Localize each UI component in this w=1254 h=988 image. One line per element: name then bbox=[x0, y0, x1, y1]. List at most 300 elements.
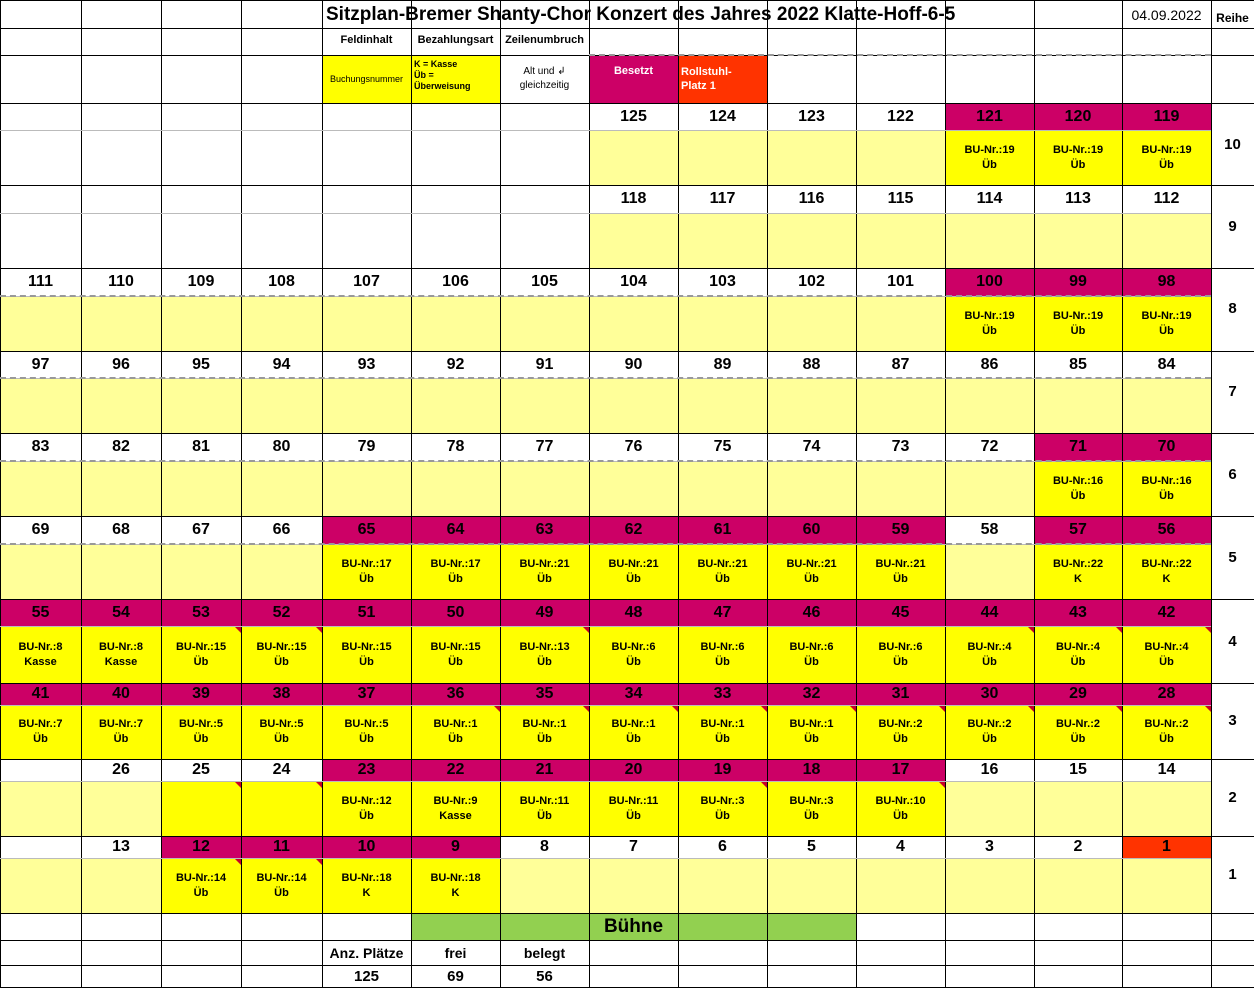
seat-number: 51 bbox=[322, 599, 411, 626]
seat[interactable] bbox=[322, 461, 411, 516]
seat[interactable] bbox=[241, 781, 322, 836]
seat[interactable] bbox=[945, 705, 1034, 759]
seat-number: 74 bbox=[802, 438, 821, 455]
seat-number: 2 bbox=[1073, 838, 1083, 855]
seat-number: 123 bbox=[798, 107, 825, 125]
seat[interactable] bbox=[241, 626, 322, 683]
seat[interactable] bbox=[945, 781, 1034, 836]
seat-number: 86 bbox=[980, 355, 999, 373]
seat-number: 109 bbox=[187, 273, 215, 290]
seat-number: 98 bbox=[1122, 268, 1211, 296]
seat[interactable] bbox=[322, 858, 411, 913]
seat[interactable] bbox=[1122, 858, 1211, 913]
seat[interactable] bbox=[81, 705, 161, 759]
payment-type: Üb bbox=[359, 733, 374, 745]
seat-number: 102 bbox=[798, 273, 825, 290]
seat[interactable] bbox=[767, 858, 856, 913]
seat[interactable] bbox=[161, 858, 241, 913]
booking-number: BU-Nr.:14 bbox=[256, 871, 307, 884]
seat[interactable] bbox=[678, 130, 767, 185]
seat[interactable] bbox=[767, 705, 856, 759]
seat[interactable] bbox=[856, 296, 945, 351]
seat[interactable] bbox=[81, 781, 161, 836]
seat[interactable] bbox=[0, 296, 81, 351]
seat-number: 120 bbox=[1034, 103, 1122, 130]
seat[interactable] bbox=[0, 544, 81, 599]
payment-type: Üb bbox=[715, 572, 730, 585]
seat[interactable] bbox=[500, 781, 589, 836]
seat-number: 62 bbox=[589, 516, 678, 544]
booking-number: BU-Nr.:12 bbox=[341, 794, 392, 807]
seat-number: 31 bbox=[856, 683, 945, 705]
legend-kasse-line3: Überweisung bbox=[414, 81, 471, 91]
booking-number: BU-Nr.:19 bbox=[964, 143, 1015, 156]
booking-number: BU-Nr.:21 bbox=[875, 557, 926, 570]
seat[interactable] bbox=[767, 130, 856, 185]
legend-rollstuhl-line2: Platz 1 bbox=[681, 80, 716, 92]
seat[interactable] bbox=[945, 130, 1034, 185]
summary-booked-label: belegt bbox=[523, 944, 566, 961]
booking-number: BU-Nr.:21 bbox=[786, 557, 837, 570]
seat[interactable] bbox=[856, 705, 945, 759]
seat[interactable] bbox=[161, 781, 241, 836]
seat[interactable] bbox=[500, 858, 589, 913]
seat-number: 10 bbox=[322, 836, 411, 858]
seat[interactable] bbox=[241, 296, 322, 351]
seat[interactable] bbox=[1122, 705, 1211, 759]
seat-number bbox=[0, 759, 81, 781]
seat[interactable] bbox=[0, 378, 81, 433]
seat-number: 72 bbox=[980, 438, 999, 455]
summary-booked-value: 56 bbox=[536, 967, 553, 985]
seat[interactable] bbox=[678, 781, 767, 836]
seat[interactable] bbox=[161, 705, 241, 759]
grid-line-vertical bbox=[322, 0, 323, 987]
booking-number: BU-Nr.:19 bbox=[1141, 143, 1192, 156]
payment-type: Üb bbox=[448, 733, 463, 745]
seat[interactable] bbox=[1034, 858, 1122, 913]
payment-type: Üb bbox=[274, 655, 289, 668]
seat-number: 54 bbox=[81, 599, 161, 626]
seat[interactable] bbox=[767, 781, 856, 836]
seat[interactable] bbox=[1034, 544, 1122, 599]
payment-type: Üb bbox=[804, 655, 819, 668]
seat[interactable] bbox=[161, 378, 241, 433]
seat-number: 26 bbox=[112, 761, 130, 778]
seat[interactable] bbox=[767, 378, 856, 433]
grid-line-horizontal bbox=[0, 940, 1254, 941]
row-label: 6 bbox=[1228, 465, 1237, 483]
seat-number: 11 bbox=[241, 836, 322, 858]
seat[interactable] bbox=[1034, 781, 1122, 836]
seat-number: 56 bbox=[1122, 516, 1211, 544]
seat[interactable] bbox=[241, 544, 322, 599]
seat[interactable] bbox=[500, 296, 589, 351]
seat-number: 57 bbox=[1034, 516, 1122, 544]
seat[interactable] bbox=[0, 858, 81, 913]
payment-type: Üb bbox=[1070, 655, 1086, 668]
seat[interactable] bbox=[161, 296, 241, 351]
payment-type: Üb bbox=[1070, 733, 1086, 745]
booking-number: BU-Nr.:6 bbox=[878, 640, 923, 653]
row-label: 10 bbox=[1224, 135, 1241, 153]
booking-number: BU-Nr.:11 bbox=[608, 794, 659, 807]
seat-number: 89 bbox=[713, 355, 732, 373]
seat[interactable] bbox=[1034, 213, 1122, 268]
seat[interactable] bbox=[1122, 461, 1211, 516]
seat-number: 47 bbox=[678, 599, 767, 626]
payment-type: Üb bbox=[1159, 733, 1174, 745]
seat[interactable] bbox=[678, 858, 767, 913]
seat[interactable] bbox=[589, 213, 678, 268]
seat-number: 73 bbox=[891, 438, 910, 455]
seat[interactable] bbox=[678, 296, 767, 351]
seat-number: 3 bbox=[985, 838, 994, 855]
seat[interactable] bbox=[0, 781, 81, 836]
seat[interactable] bbox=[322, 544, 411, 599]
payment-type: Üb bbox=[804, 809, 819, 822]
seat[interactable] bbox=[411, 544, 500, 599]
grid-line-vertical bbox=[1034, 0, 1035, 987]
seat-number: 38 bbox=[241, 683, 322, 705]
seat[interactable] bbox=[678, 378, 767, 433]
grid-line-horizontal bbox=[0, 683, 1254, 684]
seat-number: 60 bbox=[767, 516, 856, 544]
seat-number: 35 bbox=[500, 683, 589, 705]
grid-line-inner bbox=[0, 213, 1211, 214]
seat[interactable] bbox=[856, 626, 945, 683]
seat[interactable] bbox=[161, 461, 241, 516]
comment-marker-icon bbox=[315, 858, 322, 865]
seat[interactable] bbox=[945, 858, 1034, 913]
seat-number: 99 bbox=[1034, 268, 1122, 296]
seat-number: 8 bbox=[540, 838, 549, 855]
seat[interactable] bbox=[1122, 213, 1211, 268]
legend-alt-line2: gleichzeitig bbox=[519, 80, 570, 91]
row-label: 2 bbox=[1228, 788, 1237, 806]
seat[interactable] bbox=[411, 461, 500, 516]
seat-number: 61 bbox=[678, 516, 767, 544]
grid-line-horizontal bbox=[0, 268, 1254, 269]
seat[interactable] bbox=[589, 626, 678, 683]
seat[interactable] bbox=[678, 213, 767, 268]
seat[interactable] bbox=[1034, 461, 1122, 516]
booking-number: BU-Nr.:17 bbox=[341, 557, 392, 570]
seat[interactable] bbox=[1122, 378, 1211, 433]
payment-type: Üb bbox=[1159, 324, 1174, 337]
legend-kasse-line2: Üb = bbox=[414, 70, 434, 80]
legend-besetzt-text: Besetzt bbox=[613, 65, 654, 77]
seat-number: 121 bbox=[945, 103, 1034, 130]
booking-number: BU-Nr.:21 bbox=[519, 557, 570, 570]
seat-number: 110 bbox=[108, 273, 134, 290]
seat[interactable] bbox=[945, 544, 1034, 599]
payment-type: Üb bbox=[1070, 489, 1086, 502]
grid-line-vertical bbox=[589, 0, 590, 987]
booking-number: BU-Nr.:6 bbox=[700, 640, 745, 653]
seat[interactable] bbox=[1122, 781, 1211, 836]
seat-number: 32 bbox=[767, 683, 856, 705]
payment-type: Üb bbox=[448, 655, 463, 668]
seat-number: 88 bbox=[802, 355, 821, 373]
seat[interactable] bbox=[411, 781, 500, 836]
seat-number: 113 bbox=[1065, 190, 1091, 207]
booking-number: BU-Nr.:7 bbox=[18, 718, 63, 730]
seat-number: 116 bbox=[798, 190, 825, 207]
seat-number: 67 bbox=[192, 521, 210, 538]
seat[interactable] bbox=[767, 213, 856, 268]
booking-number: BU-Nr.:13 bbox=[519, 640, 570, 653]
seat[interactable] bbox=[322, 781, 411, 836]
payment-type: Üb bbox=[626, 733, 641, 745]
payment-type: Üb bbox=[982, 158, 997, 171]
comment-marker-icon bbox=[1115, 705, 1122, 712]
seat[interactable] bbox=[322, 705, 411, 759]
comment-marker-icon bbox=[582, 705, 589, 712]
booking-number: BU-Nr.:16 bbox=[1141, 474, 1192, 487]
payment-type: Üb bbox=[893, 809, 908, 822]
seat-number: 45 bbox=[856, 599, 945, 626]
booking-number: BU-Nr.:2 bbox=[967, 718, 1012, 730]
grid-line-horizontal bbox=[0, 185, 1254, 186]
comment-marker-icon bbox=[1027, 705, 1034, 712]
seat[interactable] bbox=[945, 378, 1034, 433]
legend-zeilenumbruch-label: Zeilenumbruch bbox=[505, 34, 584, 46]
grid-line-inner bbox=[0, 705, 1211, 706]
comment-marker-icon bbox=[760, 705, 767, 712]
seat[interactable] bbox=[411, 705, 500, 759]
seat[interactable] bbox=[945, 296, 1034, 351]
seat[interactable] bbox=[81, 544, 161, 599]
payment-type: Üb bbox=[359, 655, 374, 668]
seat-number: 83 bbox=[31, 438, 50, 455]
seat[interactable] bbox=[241, 378, 322, 433]
seat-number: 50 bbox=[411, 599, 500, 626]
seat[interactable] bbox=[81, 626, 161, 683]
booking-number: BU-Nr.:19 bbox=[1141, 309, 1192, 322]
grid-line-vertical bbox=[161, 0, 162, 987]
seat-number: 91 bbox=[535, 355, 554, 373]
legend-besetzt bbox=[589, 55, 678, 103]
seat-number: 114 bbox=[976, 190, 1003, 207]
payment-type: Üb bbox=[537, 655, 552, 668]
seat-number: 122 bbox=[887, 107, 914, 125]
seat-number: 71 bbox=[1034, 433, 1122, 461]
seat[interactable] bbox=[589, 705, 678, 759]
grid-line-horizontal bbox=[0, 836, 1254, 837]
payment-type: Üb bbox=[715, 809, 730, 822]
seat[interactable] bbox=[411, 626, 500, 683]
seat[interactable] bbox=[589, 378, 678, 433]
seat-number: 115 bbox=[887, 190, 914, 207]
payment-type: K bbox=[1162, 572, 1171, 585]
seat[interactable] bbox=[1122, 544, 1211, 599]
seat[interactable] bbox=[1034, 296, 1122, 351]
seat-number: 100 bbox=[945, 268, 1034, 296]
seat[interactable] bbox=[81, 378, 161, 433]
seat[interactable] bbox=[1034, 130, 1122, 185]
legend-payment-types bbox=[411, 55, 500, 103]
seat[interactable] bbox=[322, 378, 411, 433]
booking-number: BU-Nr.:7 bbox=[98, 718, 143, 730]
legend-buchungsnummer bbox=[322, 55, 411, 103]
seat-number: 55 bbox=[0, 599, 81, 626]
seat-number: 43 bbox=[1034, 599, 1122, 626]
seat[interactable] bbox=[856, 781, 945, 836]
seat[interactable] bbox=[589, 858, 678, 913]
booking-number: BU-Nr.:4 bbox=[1055, 640, 1100, 653]
payment-type: Kasse bbox=[104, 655, 138, 668]
payment-type: K bbox=[1074, 572, 1082, 585]
dashed-separator bbox=[0, 460, 1211, 462]
seat-number: 40 bbox=[81, 683, 161, 705]
comment-marker-icon bbox=[493, 705, 500, 712]
sheet-title: Sitzplan-Bremer Shanty-Chor Konzert des Jahres 2022 Klatte-Hoff-6-5 bbox=[326, 4, 956, 25]
seat[interactable] bbox=[241, 858, 322, 913]
seat-number: 119 bbox=[1122, 103, 1211, 130]
seat[interactable] bbox=[411, 378, 500, 433]
seat[interactable] bbox=[411, 858, 500, 913]
seat[interactable] bbox=[161, 626, 241, 683]
comment-marker-icon bbox=[315, 626, 322, 633]
seat-number: 28 bbox=[1122, 683, 1211, 705]
summary-total-label: Anz. Plätze bbox=[329, 944, 404, 961]
seat[interactable] bbox=[678, 626, 767, 683]
booking-number: BU-Nr.:2 bbox=[1055, 718, 1100, 730]
seat-number: 104 bbox=[620, 273, 647, 290]
seat-number: 53 bbox=[161, 599, 241, 626]
seat[interactable] bbox=[856, 544, 945, 599]
booking-number: BU-Nr.:15 bbox=[341, 640, 392, 653]
seat[interactable] bbox=[678, 705, 767, 759]
seat-number: 105 bbox=[531, 273, 558, 290]
payment-type: Üb bbox=[1070, 324, 1086, 337]
grid-line-vertical bbox=[767, 0, 768, 987]
comment-marker-icon bbox=[849, 705, 856, 712]
seat[interactable] bbox=[0, 705, 81, 759]
seat[interactable] bbox=[500, 544, 589, 599]
seat[interactable] bbox=[81, 461, 161, 516]
seat-number: 112 bbox=[1153, 190, 1180, 207]
booking-number: BU-Nr.:16 bbox=[1052, 474, 1104, 487]
seat[interactable] bbox=[0, 461, 81, 516]
seat[interactable] bbox=[322, 296, 411, 351]
seat[interactable] bbox=[589, 781, 678, 836]
seat[interactable] bbox=[945, 626, 1034, 683]
seat[interactable] bbox=[856, 213, 945, 268]
grid-line-vertical bbox=[0, 0, 1, 987]
grid-line-vertical bbox=[500, 0, 501, 987]
seat-number: 117 bbox=[709, 190, 736, 207]
seat[interactable] bbox=[678, 461, 767, 516]
seat-number: 17 bbox=[856, 759, 945, 781]
seat-number: 108 bbox=[268, 273, 295, 290]
seat[interactable] bbox=[500, 705, 589, 759]
grid-line-vertical bbox=[1122, 0, 1123, 987]
seat[interactable] bbox=[589, 296, 678, 351]
booking-number: BU-Nr.:15 bbox=[430, 640, 481, 653]
row-label: 5 bbox=[1228, 548, 1237, 566]
seat-number: 107 bbox=[353, 273, 380, 290]
booking-number: BU-Nr.:17 bbox=[430, 557, 481, 570]
seat[interactable] bbox=[81, 296, 161, 351]
seat-number: 34 bbox=[589, 683, 678, 705]
seat[interactable] bbox=[945, 213, 1034, 268]
legend-feldinhalt-label: Feldinhalt bbox=[340, 34, 393, 46]
payment-type: Üb bbox=[1070, 158, 1086, 171]
seat-number: 101 bbox=[887, 273, 914, 290]
seat-number: 58 bbox=[980, 521, 999, 538]
comment-marker-icon bbox=[234, 626, 241, 633]
payment-type: Üb bbox=[537, 733, 552, 745]
seat[interactable] bbox=[0, 626, 81, 683]
seat[interactable] bbox=[856, 858, 945, 913]
seat[interactable] bbox=[500, 378, 589, 433]
seat[interactable] bbox=[241, 705, 322, 759]
seat[interactable] bbox=[1122, 626, 1211, 683]
comment-marker-icon bbox=[315, 781, 322, 788]
seat[interactable] bbox=[161, 544, 241, 599]
grid-line-horizontal bbox=[0, 0, 1254, 1]
seat[interactable] bbox=[856, 378, 945, 433]
seat[interactable] bbox=[767, 296, 856, 351]
seat[interactable] bbox=[81, 858, 161, 913]
seat[interactable] bbox=[767, 544, 856, 599]
payment-type: Üb bbox=[359, 572, 374, 585]
seat-number: 19 bbox=[678, 759, 767, 781]
seat[interactable] bbox=[1034, 705, 1122, 759]
seat[interactable] bbox=[856, 130, 945, 185]
seat-number: 6 bbox=[718, 838, 727, 855]
seat-number: 96 bbox=[112, 355, 130, 373]
seat-number: 4 bbox=[896, 838, 905, 855]
seat[interactable] bbox=[767, 461, 856, 516]
payment-type: Üb bbox=[1159, 489, 1174, 502]
payment-type: Üb bbox=[893, 572, 908, 585]
booking-number: BU-Nr.:11 bbox=[519, 794, 570, 807]
seat-number: 52 bbox=[241, 599, 322, 626]
grid-line-horizontal bbox=[0, 433, 1254, 434]
booking-number: BU-Nr.:9 bbox=[433, 794, 478, 807]
legend-rollstuhl-line1: Rollstuhl- bbox=[681, 66, 732, 78]
seat[interactable] bbox=[322, 626, 411, 683]
seat-number: 66 bbox=[272, 521, 291, 538]
seat-number: 37 bbox=[322, 683, 411, 705]
seat[interactable] bbox=[945, 461, 1034, 516]
payment-type: Üb bbox=[982, 655, 997, 668]
grid-line-horizontal bbox=[0, 103, 1254, 104]
seat[interactable] bbox=[589, 461, 678, 516]
seat-number: 18 bbox=[767, 759, 856, 781]
seat[interactable] bbox=[856, 461, 945, 516]
seat-number: 22 bbox=[411, 759, 500, 781]
seat[interactable] bbox=[1034, 378, 1122, 433]
seat[interactable] bbox=[589, 544, 678, 599]
seat[interactable] bbox=[241, 461, 322, 516]
summary-free-value: 69 bbox=[447, 967, 464, 985]
seat[interactable] bbox=[589, 130, 678, 185]
comment-marker-icon bbox=[234, 858, 241, 865]
seat[interactable] bbox=[1122, 130, 1211, 185]
seat[interactable] bbox=[1122, 296, 1211, 351]
seat[interactable] bbox=[1034, 626, 1122, 683]
seat[interactable] bbox=[767, 626, 856, 683]
seat[interactable] bbox=[411, 296, 500, 351]
seat[interactable] bbox=[678, 544, 767, 599]
payment-type: Üb bbox=[982, 733, 997, 745]
seat[interactable] bbox=[500, 461, 589, 516]
seat[interactable] bbox=[500, 626, 589, 683]
